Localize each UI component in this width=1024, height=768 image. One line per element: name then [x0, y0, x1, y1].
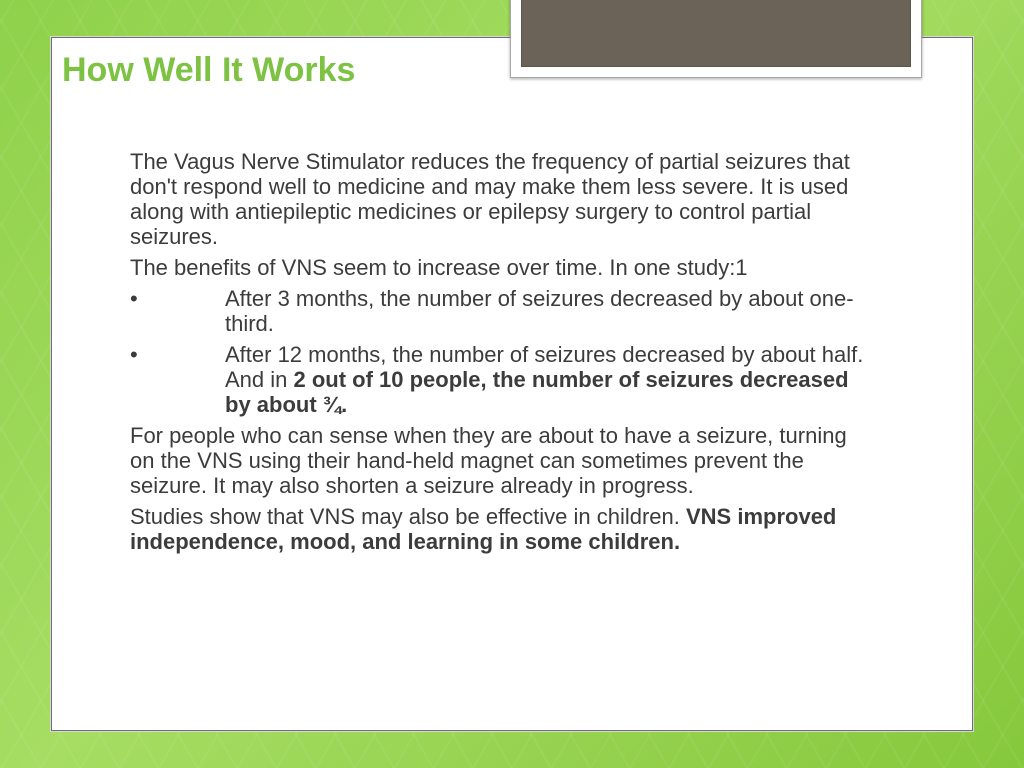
paragraph-magnet: For people who can sense when they are about to have a seizure, turning on the VNS using their hand-held magnet can sometimes prevent the seizure. It may also shorten a seizure already in progress. — [130, 423, 847, 498]
paragraph-children-text: Studies show that VNS may also be effective in children. — [130, 504, 686, 529]
bullet-item-3-months — [130, 286, 870, 336]
paragraph-children-bold: VNS improved independence, mood, and learning in some children. — [130, 504, 837, 554]
bullet-text: After 3 months, the number of seizures decreased by about one-third. — [225, 286, 854, 336]
paragraph-children — [130, 504, 870, 554]
bullet-text: After 12 months, the number of seizures decreased by about half. And in — [225, 342, 864, 392]
bullet-text-bold: 2 out of 10 people, the number of seizures decreased by about ¾. — [225, 367, 849, 417]
photo-frame — [510, 0, 922, 78]
slide-body — [130, 149, 870, 560]
bullet-item-12-months — [130, 342, 870, 417]
photo-image — [521, 0, 911, 67]
paragraph-benefits-intro: The benefits of VNS seem to increase over time. In one study:1 — [130, 255, 748, 280]
slide-title: How Well It Works — [62, 51, 356, 89]
bullet-icon: • — [130, 342, 138, 367]
paragraph-vns-overview: The Vagus Nerve Stimulator reduces the frequency of partial seizures that don't respond well to medicine and may make them less severe. It is used along with antiepileptic medicines or epilepsy surgery to control partial seizures. — [130, 149, 850, 249]
bullet-icon: • — [130, 286, 138, 311]
